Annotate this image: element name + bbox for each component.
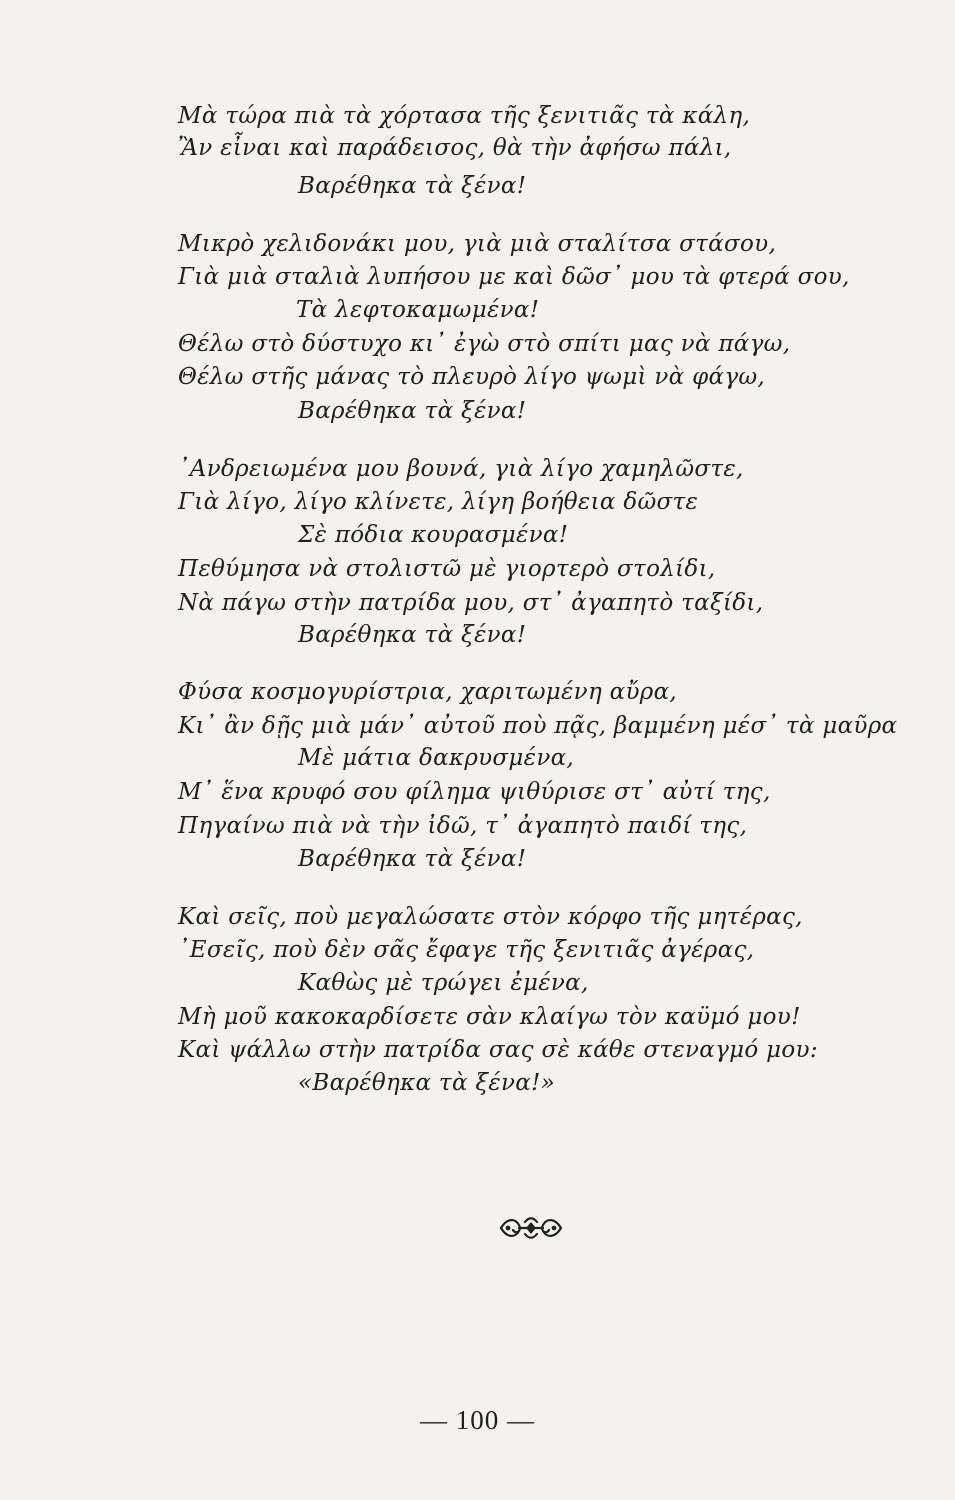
poem-line: Γιὰ μιὰ σταλιὰ λυπήσου με καὶ δῶσ᾽ μου τὰ φτερά σου, [178,264,850,290]
poem-line: Καὶ ψάλλω στὴν πατρίδα σας σὲ κάθε στεναγμό μου: [178,1037,818,1063]
poem-short-line: Μὲ μάτια δακρυσμένα, [298,745,575,771]
poem-line: Ἂν εἶναι καὶ παράδεισος, θὰ τὴν ἀφήσω πάλι, [178,135,732,161]
poem-line: Νὰ πάγω στὴν πατρίδα μου, στ᾽ ἀγαπητὸ ταξίδι, [178,590,764,616]
poem-line: Μ᾽ ἕνα κρυφό σου φίλημα ψιθύρισε στ᾽ αὐτί της, [178,779,771,805]
poem-line: Φύσα κοσμογυρίστρια, χαριτωμένη αὔρα, [178,679,678,705]
poem-line: Κι᾽ ἂν δῇς μιὰ μάν᾽ αὐτοῦ ποὺ πᾷς, βαμμένη μέσ᾽ τὰ μαῦρα [178,713,898,739]
poem-line: Μὴ μοῦ κακοκαρδίσετε σὰν κλαίγω τὸν καϋμό μου! [178,1004,801,1030]
poem-line: Πεθύμησα νὰ στολιστῶ μὲ γιορτερὸ στολίδι, [178,556,716,582]
poem-line: ᾿Εσεῖς, ποὺ δὲν σᾶς ἔφαγε τῆς ξενιτιᾶς ἀγέρας, [178,937,755,963]
poem-line: Θέλω στὸ δύστυχο κι᾽ ἐγὼ στὸ σπίτι μας νὰ πάγω, [178,331,791,357]
poem-refrain: «Βαρέθηκα τὰ ξένα!» [298,1070,556,1096]
poem-line: Θέλω στῆς μάνας τὸ πλευρὸ λίγο ψωμὶ νὰ φάγω, [178,364,766,390]
poem-short-line: Σὲ πόδια κουρασμένα! [298,522,569,548]
floral-vignette-icon [497,1213,565,1243]
poem-refrain: Βαρέθηκα τὰ ξένα! [298,173,527,199]
poem-line: ᾿Ανδρειωμένα μου βουνά, γιὰ λίγο χαμηλῶστε, [178,456,744,482]
poem-line: Μικρὸ χελιδονάκι μου, γιὰ μιὰ σταλίτσα στάσου, [178,231,777,257]
poem-refrain: Βαρέθηκα τὰ ξένα! [298,398,527,424]
poem-short-line: Τὰ λεφτοκαμωμένα! [296,297,540,323]
poem-refrain: Βαρέθηκα τὰ ξένα! [298,846,527,872]
poem-line: Μὰ τώρα πιὰ τὰ χόρτασα τῆς ξενιτιᾶς τὰ κάλη, [178,103,751,129]
poem-line: Πηγαίνω πιὰ νὰ τὴν ἰδῶ, τ᾽ ἀγαπητὸ παιδί της, [178,813,748,839]
poem-short-line: Καθὼς μὲ τρώγει ἐμένα, [298,970,589,996]
poem-line: Γιὰ λίγο, λίγο κλίνετε, λίγη βοήθεια δῶστε [178,489,699,515]
poem-line: Καὶ σεῖς, ποὺ μεγαλώσατε στὸν κόρφο τῆς μητέρας, [178,904,803,930]
poem-refrain: Βαρέθηκα τὰ ξένα! [298,622,527,648]
page-number: — 100 — [420,1405,535,1435]
